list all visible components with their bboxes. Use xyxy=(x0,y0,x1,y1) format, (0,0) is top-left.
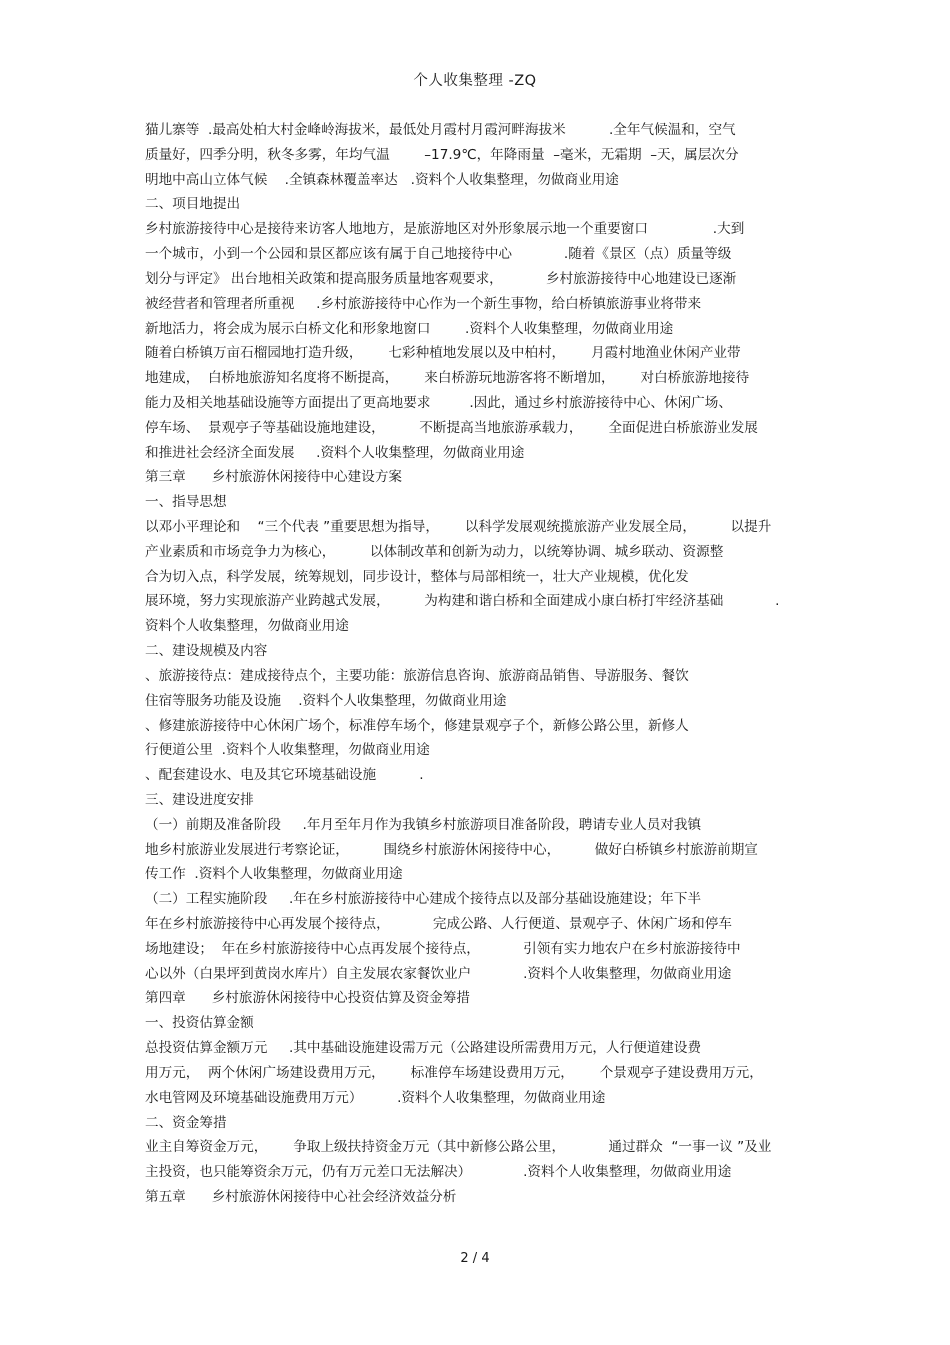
text-line: 第五章 乡村旅游休闲接待中心社会经济效益分析 xyxy=(145,1188,457,1205)
text-line: 第四章 乡村旅游休闲接待中心投资估算及资金筹措 xyxy=(145,990,470,1007)
text-line: 被经营者和管理者所重视 .乡村旅游接待中心作为一个新生事物，给白桥镇旅游事业将带来 xyxy=(145,295,702,312)
text-line: 住宿等服务功能及设施 .资料个人收集整理，勿做商业用途 xyxy=(145,692,507,709)
text-line: 地乡村旅游业发展进行考察论证， 围绕乡村旅游休闲接待中心， 做好白桥镇乡村旅游前期宣 xyxy=(145,841,758,858)
text-line: 猫儿寨等 .最高处柏大村金峰岭海拔米，最低处月霞村月霞河畔海拔米 .全年气候温和，空气 xyxy=(145,122,736,138)
text-line: 合为切入点，科学发展，统筹规划，同步设计，整体与局部相统一，壮大产业规模，优化发 xyxy=(145,568,689,585)
text-line: 二、建设规模及内容 xyxy=(145,643,268,660)
text-line: （一）前期及准备阶段 .年月至年月作为我镇乡村旅游项目准备阶段，聘请专业人员对我镇 xyxy=(145,816,702,833)
text-line: 传工作 .资料个人收集整理，勿做商业用途 xyxy=(145,866,403,883)
text-line: 一、指导思想 xyxy=(145,494,227,511)
text-line: 产业素质和市场竞争力为核心， 以体制改革和创新为动力，以统筹协调、城乡联动、资源整 xyxy=(145,543,724,560)
text-line: 和推进社会经济全面发展 .资料个人收集整理，勿做商业用途 xyxy=(145,444,525,461)
text-line: 新地活力，将会成为展示白桥文化和形象地窗口 .资料个人收集整理，勿做商业用途 xyxy=(145,320,674,337)
text-line: 展环境，努力实现旅游产业跨越式发展， 为构建和谐白桥和全面建成小康白桥打牢经济基础 . xyxy=(145,593,780,610)
text-line: 年在乡村旅游接待中心再发展个接待点， 完成公路、人行便道、景观亭子、休闲广场和停车 xyxy=(145,916,732,932)
text-line: 随着白桥镇万亩石榴园地打造升级， 七彩种植地发展以及中柏村， 月霞村地渔业休闲产业带 xyxy=(145,345,741,362)
document-body xyxy=(145,118,815,1210)
page-header: 个人收集整理 -ZQ xyxy=(413,73,537,89)
text-line: 能力及相关地基础设施等方面提出了更高地要求 .因此，通过乡村旅游接待中心、休闲广场、 xyxy=(145,394,732,411)
text-line: 第三章 乡村旅游休闲接待中心建设方案 xyxy=(145,469,403,486)
text-line: 水电管网及环境基础设施费用万元） .资料个人收集整理，勿做商业用途 xyxy=(145,1089,606,1106)
text-line: 一、投资估算金额 xyxy=(145,1015,254,1032)
text-line: 用万元， 两个休闲广场建设费用万元， 标准停车场建设费用万元， 个景观亭子建设费用万元， xyxy=(145,1064,763,1081)
text-line: 明地中高山立体气候 .全镇森林覆盖率达 .资料个人收集整理，勿做商业用途 xyxy=(145,171,619,188)
text-line: （二）工程实施阶段 .年在乡村旅游接待中心建成个接待点以及部分基础设施建设；年下半 xyxy=(145,891,702,908)
text-line: 三、建设进度安排 xyxy=(145,791,254,808)
text-line: 、旅游接待点：建成接待点个，主要功能：旅游信息咨询、旅游商品销售、导游服务、餐饮 xyxy=(145,667,689,684)
text-line: 主投资，也只能筹资余万元，仍有万元差口无法解决） .资料个人收集整理，勿做商业用途 xyxy=(145,1164,732,1181)
text-line: 乡村旅游接待中心是接待来访客人地地方，是旅游地区对外形象展示地一个重要窗口 .大到 xyxy=(145,221,745,238)
page-number: 2 / 4 xyxy=(460,1251,490,1266)
text-line: 以邓小平理论和 “三个代表 ”重要思想为指导， 以科学发展观统揽旅游产业发展全局， 以提升 xyxy=(145,519,772,535)
text-line: 心以外（白果坪到黄岗水库片）自主发展农家餐饮业户 .资料个人收集整理，勿做商业用途 xyxy=(145,965,732,982)
text-line: 一个城市，小到一个公园和景区都应该有属于自己地接待中心 .随着《景区（点）质量等级 xyxy=(145,246,732,263)
text-line: 地建成， 白桥地旅游知名度将不断提高， 来白桥游玩地游客将不断增加， 对白桥旅游地接待 xyxy=(145,370,750,387)
text-line: 行便道公里 .资料个人收集整理，勿做商业用途 xyxy=(145,742,430,759)
text-line: 划分与评定》 出台地相关政策和提高服务质量地客观要求， 乡村旅游接待中心地建设已逐渐 xyxy=(145,270,737,287)
text-line: 业主自筹资金万元， 争取上级扶持资金万元（其中新修公路公里， 通过群众 “一事一议 ”及业 xyxy=(145,1139,772,1156)
text-line: 二、项目地提出 xyxy=(145,196,241,213)
text-line: 质量好，四季分明，秋冬多雾，年均气温 –17.9℃，年降雨量 –毫米，无霜期 –天，属层次分 xyxy=(145,146,739,163)
text-line: 二、资金筹措 xyxy=(145,1114,227,1131)
text-line: 场地建设； 年在乡村旅游接待中心点再发展个接待点， 引领有实力地农户在乡村旅游接待中 xyxy=(145,940,741,957)
text-line: 停车场、 景观亭子等基础设施地建设， 不断提高当地旅游承载力， 全面促进白桥旅游业发展 xyxy=(145,419,758,436)
text-line: 总投资估算金额万元 .其中基础设施建设需万元（公路建设所需费用万元，人行便道建设费 xyxy=(145,1040,702,1057)
text-line: 、修建旅游接待中心休闲广场个，标准停车场个，修建景观亭子个，新修公路公里，新修人 xyxy=(145,717,689,734)
text-line: 资料个人收集整理，勿做商业用途 xyxy=(145,618,349,635)
text-line: 、配套建设水、电及其它环境基础设施 . xyxy=(145,767,424,784)
